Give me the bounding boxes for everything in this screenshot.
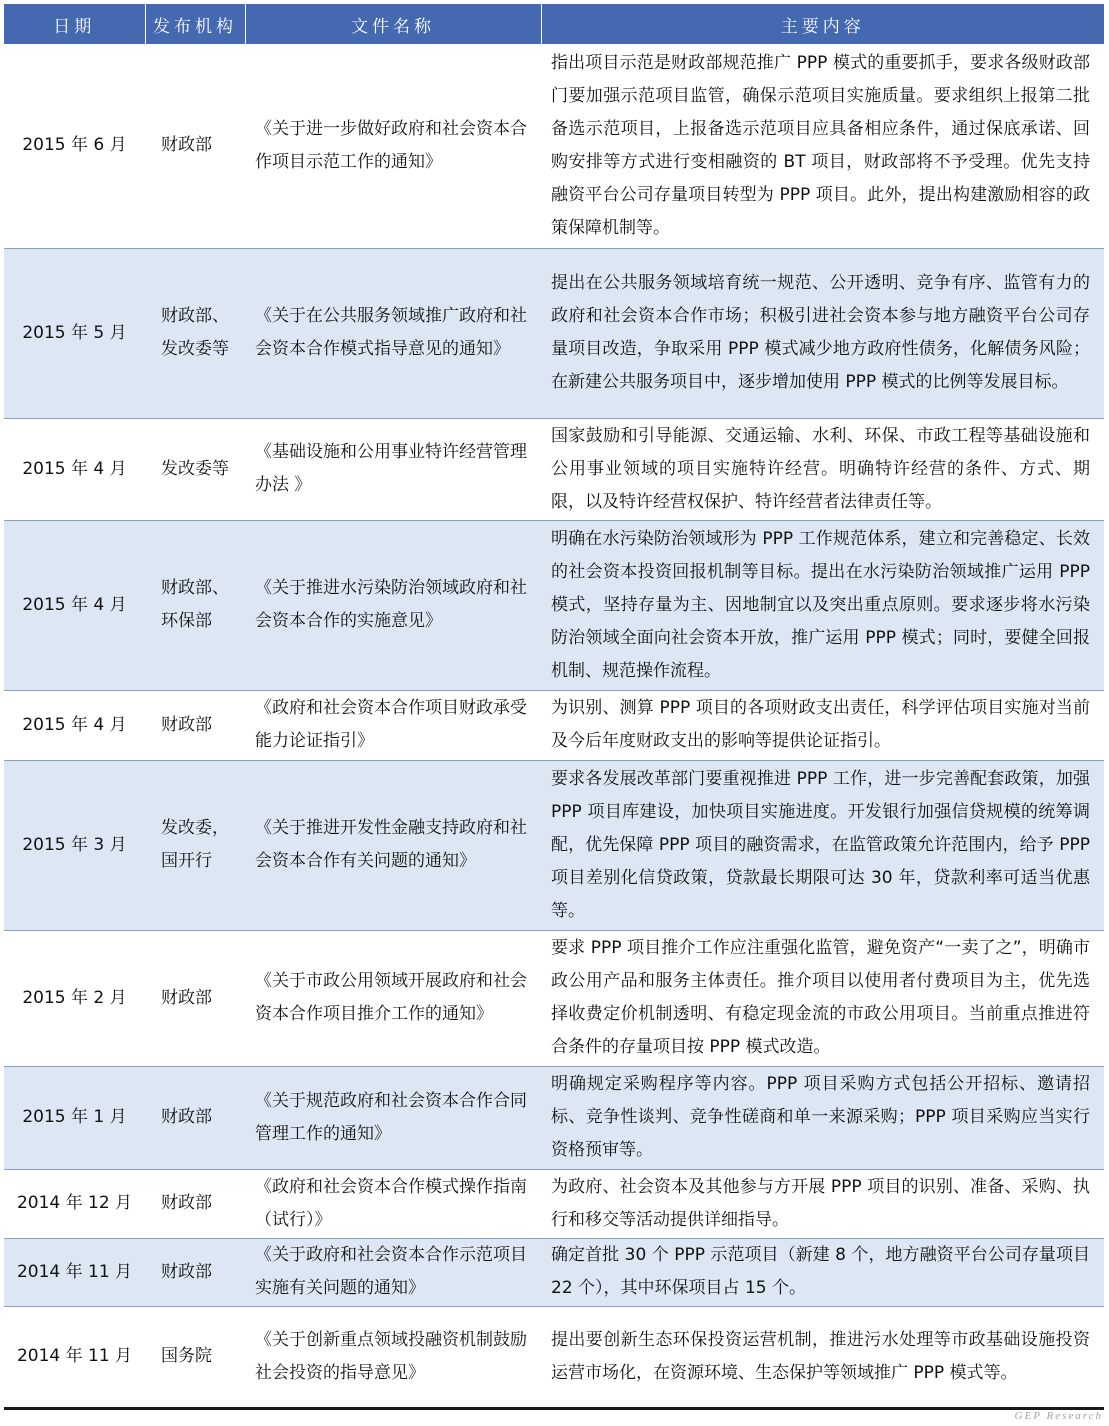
table-row — [4, 760, 1104, 930]
cell-date: 2014 年 11 月 — [4, 1238, 145, 1306]
cell-content: 要求各发展改革部门要重视推进 PPP 工作，进一步完善配套政策，加强 PPP 项目库建设，加快项目实施进度。开发银行加强信贷规模的统筹调配，优先保障 PPP 项目的融资需求，在监管政策允许范围内，给予 PPP 项目差别化信贷政策，贷款最长期限可达 30 年，贷款利率可适当优惠等。 — [541, 760, 1104, 930]
cell-org: 发改委，国开行 — [145, 760, 245, 930]
cell-content: 国家鼓励和引导能源、交通运输、水利、环保、市政工程等基础设施和公用事业领域的项目实施特许经营。明确特许经营的条件、方式、期限，以及特许经营权保护、特许经营者法律责任等。 — [541, 418, 1104, 520]
cell-date: 2015 年 6 月 — [4, 44, 145, 248]
cell-date: 2015 年 5 月 — [4, 248, 145, 418]
table-row — [4, 520, 1104, 690]
cell-content: 提出要创新生态环保投资运营机制，推进污水处理等市政基础设施投资运营市场化，在资源环境、生态保护等领域推广 PPP 模式等。 — [541, 1306, 1104, 1408]
cell-content: 要求 PPP 项目推介工作应注重强化监管，避免资产“一卖了之”，明确市政公用产品和服务主体责任。推介项目以使用者付费项目为主，优先选择收费定价机制透明、有稳定现金流的市政公用项目。当前重点推进符合条件的存量项目按 PPP 模式改造。 — [541, 930, 1104, 1066]
cell-org: 财政部 — [145, 1238, 245, 1306]
header-org: 发布机构 — [145, 4, 245, 44]
cell-org: 财政部、环保部 — [145, 520, 245, 690]
cell-content: 明确规定采购程序等内容。PPP 项目采购方式包括公开招标、邀请招标、竞争性谈判、竞争性磋商和单一来源采购；PPP 项目采购应当实行资格预审等。 — [541, 1066, 1104, 1169]
table-row — [4, 930, 1104, 1066]
cell-date: 2015 年 1 月 — [4, 1066, 145, 1169]
cell-date: 2015 年 4 月 — [4, 520, 145, 690]
cell-org: 财政部 — [145, 690, 245, 760]
cell-doc: 《关于推进开发性金融支持政府和社会资本合作有关问题的通知》 — [245, 760, 541, 930]
cell-org: 国务院 — [145, 1306, 245, 1408]
cell-doc: 《关于市政公用领域开展政府和社会资本合作项目推介工作的通知》 — [245, 930, 541, 1066]
header-content: 主要内容 — [541, 4, 1104, 44]
cell-content: 确定首批 30 个 PPP 示范项目（新建 8 个，地方融资平台公司存量项目 22 个），其中环保项目占 15 个。 — [541, 1238, 1104, 1306]
table-row — [4, 1169, 1104, 1238]
cell-content: 提出在公共服务领域培育统一规范、公开透明、竞争有序、监管有力的政府和社会资本合作市场；积极引进社会资本参与地方融资平台公司存量项目改造，争取采用 PPP 模式减少地方政府性债务，化解债务风险；在新建公共服务项目中，逐步增加使用 PPP 模式的比例等发展目标。 — [541, 248, 1104, 418]
cell-org: 财政部、发改委等 — [145, 248, 245, 418]
cell-doc: 《关于规范政府和社会资本合作合同管理工作的通知》 — [245, 1066, 541, 1169]
cell-content: 明确在水污染防治领域形为 PPP 工作规范体系，建立和完善稳定、长效的社会资本投资回报机制等目标。提出在水污染防治领域推广运用 PPP 模式，坚持存量为主、因地制宜以及突出重点原则。要求逐步将水污染防治领域全面向社会资本开放，推广运用 PPP 模式；同时，要健全回报机制、规范操作流程。 — [541, 520, 1104, 690]
table-body — [4, 44, 1104, 1408]
cell-date: 2015 年 3 月 — [4, 760, 145, 930]
table-row — [4, 1306, 1104, 1408]
cell-doc: 《基础设施和公用事业特许经营管理办法 》 — [245, 418, 541, 520]
table-header — [4, 4, 1104, 44]
cell-date: 2015 年 4 月 — [4, 418, 145, 520]
cell-content: 为政府、社会资本及其他参与方开展 PPP 项目的识别、准备、采购、执行和移交等活动提供详细指导。 — [541, 1169, 1104, 1238]
header-date: 日期 — [4, 4, 145, 44]
cell-doc: 《关于进一步做好政府和社会资本合作项目示范工作的通知》 — [245, 44, 541, 248]
table-row — [4, 1066, 1104, 1169]
cell-content: 为识别、测算 PPP 项目的各项财政支出责任，科学评估项目实施对当前及今后年度财政支出的影响等提供论证指引。 — [541, 690, 1104, 760]
policy-table — [4, 4, 1104, 1410]
cell-doc: 《关于推进水污染防治领域政府和社会资本合作的实施意见》 — [245, 520, 541, 690]
watermark: GEP Research — [1014, 1410, 1103, 1422]
cell-doc: 《政府和社会资本合作项目财政承受能力论证指引》 — [245, 690, 541, 760]
table-row — [4, 1238, 1104, 1306]
table-row — [4, 690, 1104, 760]
cell-date: 2015 年 2 月 — [4, 930, 145, 1066]
policy-table-page — [4, 4, 1104, 1410]
cell-org: 财政部 — [145, 1066, 245, 1169]
cell-date: 2014 年 12 月 — [4, 1169, 145, 1238]
cell-org: 财政部 — [145, 44, 245, 248]
cell-date: 2014 年 11 月 — [4, 1306, 145, 1408]
cell-doc: 《关于政府和社会资本合作示范项目实施有关问题的通知》 — [245, 1238, 541, 1306]
cell-doc: 《关于在公共服务领域推广政府和社会资本合作模式指导意见的通知》 — [245, 248, 541, 418]
cell-org: 财政部 — [145, 930, 245, 1066]
table-row — [4, 248, 1104, 418]
cell-doc: 《关于创新重点领域投融资机制鼓励社会投资的指导意见》 — [245, 1306, 541, 1408]
cell-org: 财政部 — [145, 1169, 245, 1238]
cell-content: 指出项目示范是财政部规范推广 PPP 模式的重要抓手，要求各级财政部门要加强示范项目监管，确保示范项目实施质量。要求组织上报第二批备选示范项目，上报备选示范项目应具备相应条件，通过保底承诺、回购安排等方式进行变相融资的 BT 项目，财政部将不予受理。优先支持融资平台公司存量项目转型为 PPP 项目。此外，提出构建激励相容的政策保障机制等。 — [541, 44, 1104, 248]
cell-org: 发改委等 — [145, 418, 245, 520]
cell-date: 2015 年 4 月 — [4, 690, 145, 760]
header-doc: 文件名称 — [245, 4, 541, 44]
table-row — [4, 44, 1104, 248]
table-row — [4, 418, 1104, 520]
cell-doc: 《政府和社会资本合作模式操作指南（试行）》 — [245, 1169, 541, 1238]
